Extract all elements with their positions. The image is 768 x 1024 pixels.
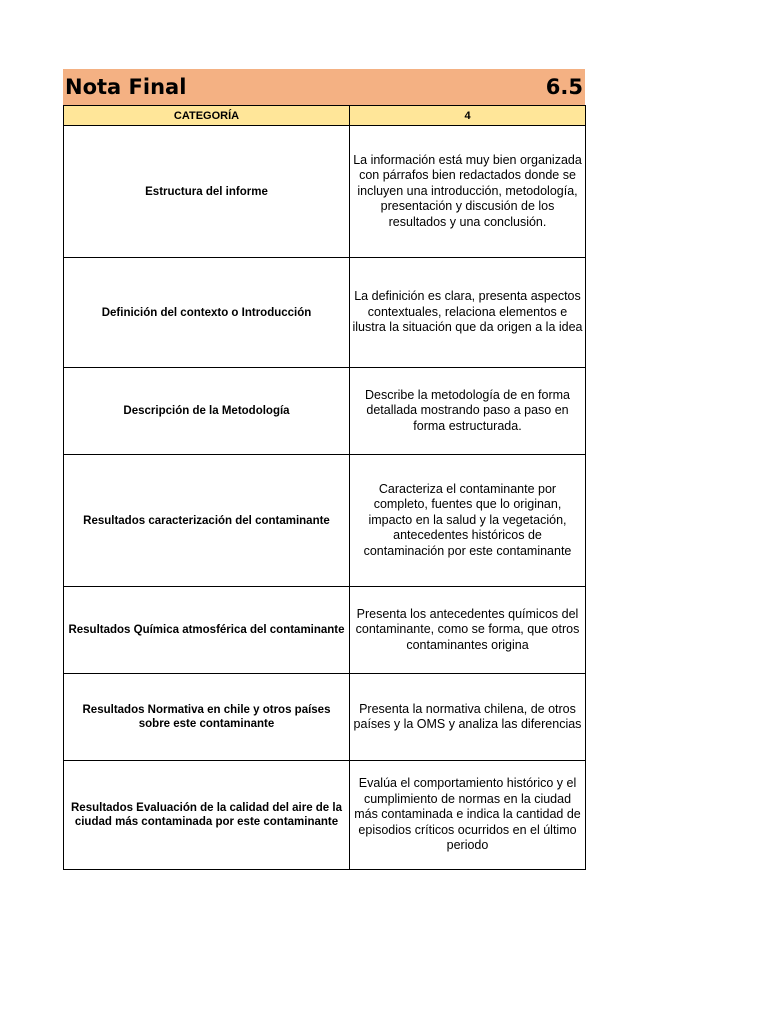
category-cell: Resultados Química atmosférica del contaminante — [64, 587, 350, 674]
category-cell: Definición del contexto o Introducción — [64, 258, 350, 368]
table-row — [64, 761, 586, 870]
table-row — [64, 587, 586, 674]
column-header-category: CATEGORÍA — [64, 106, 350, 126]
table-row — [64, 258, 586, 368]
column-header-score: 4 — [350, 106, 586, 126]
category-cell: Resultados Normativa en chile y otros países sobre este contaminante — [64, 674, 350, 761]
final-grade-value: 6.5 — [545, 74, 583, 99]
description-cell: La información está muy bien organizada con párrafos bien redactados donde se incluyen una introducción, metodología, presentación y discusión de los resultados y una conclusión. — [350, 126, 586, 258]
table-row — [64, 674, 586, 761]
header-row — [64, 106, 586, 126]
final-grade-label: Nota Final — [65, 74, 187, 99]
rubric-sheet — [63, 69, 585, 870]
description-cell: La definición es clara, presenta aspectos contextuales, relaciona elementos e ilustra la situación que da origen a la idea — [350, 258, 586, 368]
rubric-table — [63, 105, 586, 870]
table-row — [64, 368, 586, 455]
table-row — [64, 455, 586, 587]
category-cell: Descripción de la Metodología — [64, 368, 350, 455]
category-cell: Resultados Evaluación de la calidad del aire de la ciudad más contaminada por este contaminante — [64, 761, 350, 870]
description-cell: Presenta la normativa chilena, de otros países y la OMS y analiza las diferencias — [350, 674, 586, 761]
final-grade-bar — [63, 69, 585, 105]
table-row — [64, 126, 586, 258]
description-cell: Evalúa el comportamiento histórico y el cumplimiento de normas en la ciudad más contaminada e indica la cantidad de episodios críticos ocurridos en el último periodo — [350, 761, 586, 870]
category-cell: Estructura del informe — [64, 126, 350, 258]
description-cell: Describe la metodología de en forma detallada mostrando paso a paso en forma estructurada. — [350, 368, 586, 455]
category-cell: Resultados caracterización del contaminante — [64, 455, 350, 587]
description-cell: Presenta los antecedentes químicos del contaminante, como se forma, que otros contaminantes origina — [350, 587, 586, 674]
description-cell: Caracteriza el contaminante por completo, fuentes que lo originan, impacto en la salud y la vegetación, antecedentes históricos de contaminación por este contaminante — [350, 455, 586, 587]
